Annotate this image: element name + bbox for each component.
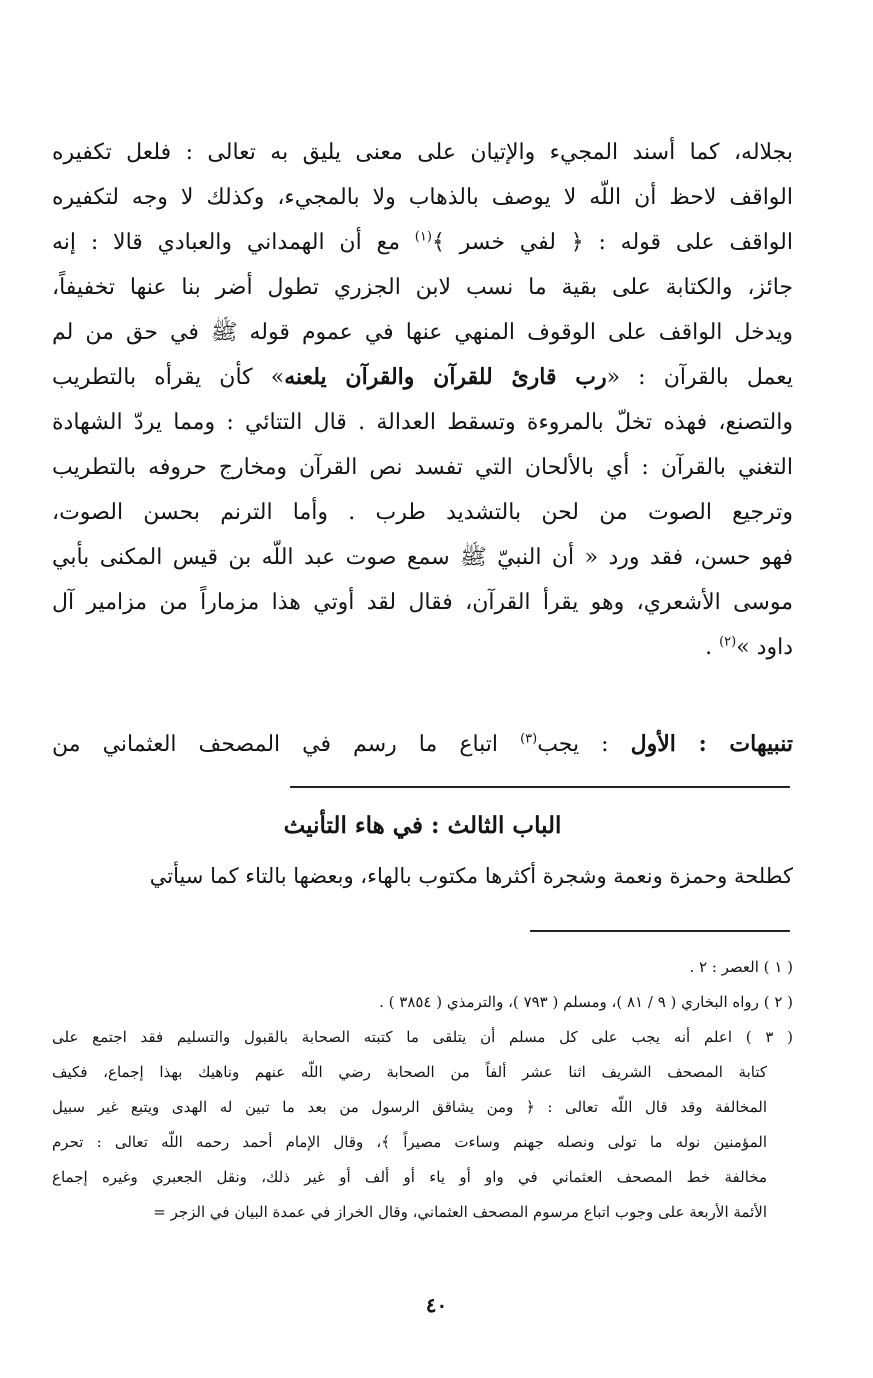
footnotes	[52, 950, 793, 1230]
text-line-2: الواقف لاحظ أن اللّه لا يوصف بالذهاب ولا بالمجيء، وكذلك لا وجه لتكفيره	[52, 185, 793, 210]
text-line-1: بجلاله، كما أسند المجيء والإتيان على معنى يليق به تعالى : فلعل تكفيره	[52, 140, 793, 165]
text-line-8: التغني بالقرآن : أي بالألحان التي تفسد نص القرآن ومخارج حروفه بالتطريب	[52, 455, 793, 480]
notices-label: تنبيهات : الأول	[630, 731, 794, 757]
notices-line	[52, 722, 793, 767]
footnote-ref-2[interactable]: (٢)	[719, 634, 737, 650]
text-line-9: وترجيع الصوت من لحن بالتشديد طرب . وأما الترنم بحسن الصوت،	[52, 500, 793, 525]
text-line-6-start: يعمل بالقرآن : «	[606, 365, 793, 390]
footnote-3-line-2: كتابة المصحف الشريف اثنا عشر ألفاً من الصحابة رضي اللّه عنهم وناهيك بهذا إجماع، فكيف	[52, 1063, 767, 1081]
footnote-3-line-3: المخالفة وقد قال اللّه تعالى : ﴿ ومن يشاقق الرسول من بعد ما تبين له الهدى ويتبع غير سبيل	[52, 1098, 767, 1116]
text-line-7: والتصنع، فهذه تخلّ بالمروءة وتسقط العدالة . قال التتائي : ومما يردّ الشهادة	[52, 410, 793, 435]
text-line-3-start: الواقف على قوله : ﴿ لفي خسر ﴾	[431, 230, 793, 255]
footnote-ref-3[interactable]: (٣)	[520, 731, 538, 747]
footnote-1: ( ١ ) العصر : ٢ .	[689, 958, 793, 976]
text-line-3	[52, 220, 793, 265]
text-line-3-end: مع أن الهمداني والعبادي قالا : إنه	[52, 230, 415, 255]
notices-colon: : يجب	[537, 732, 631, 757]
text-line-5: ويدخل الواقف على الوقوف المنهي عنها في عموم قوله ﷺ في حق من لم	[52, 320, 793, 345]
chapter-heading: الباب الثالث : في هاء التأنيث	[283, 812, 562, 839]
section-divider	[290, 786, 790, 788]
footnote-2: ( ٢ ) رواه البخاري ( ٩ / ٨١ )، ومسلم ( ٧٩٣ )، والترمذي ( ٣٨٥٤ ) .	[379, 993, 793, 1011]
text-line-12-end: .	[705, 635, 720, 660]
text-line-6-end: » كأن يقرأه بالتطريب	[52, 365, 285, 390]
text-line-12-start: داود »	[736, 635, 793, 660]
text-line-4: جائز، والكتابة على بقية ما نسب لابن الجزري تطول أضر بنا عنها تخفيفاً،	[52, 275, 793, 300]
footnote-divider	[530, 930, 790, 932]
footnote-3-line-5: مخالفة خط المصحف العثماني في واو أو ياء أو ألف أو غير ذلك، ونقل الجعبري وغيره إجماع	[52, 1168, 767, 1186]
footnote-3-line-4: المؤمنين نوله ما تولى ونصله جهنم وساءت مصيراً ﴾، وقال الإمام أحمد رحمه اللّه تعالى : تحرم	[52, 1133, 767, 1151]
chapter-text: كطلحة وحمزة ونعمة وشجرة أكثرها مكتوب بالهاء، وبعضها بالتاء كما سيأتي	[149, 864, 793, 888]
text-line-12	[52, 625, 793, 670]
footnote-3-line-1: ( ٣ ) اعلم أنه يجب على كل مسلم أن يتلقى ما كتبته الصحابة بالقبول والتسليم فقد اجتمع على	[52, 1028, 793, 1046]
footnote-3-line-6: الأئمة الأربعة على وجوب اتباع مرسوم المصحف العثماني، وقال الخراز في عمدة البيان في الزجر =	[153, 1203, 767, 1221]
text-line-10: فهو حسن، فقد ورد « أن النبيّ ﷺ سمع صوت عبد اللّه بن قيس المكنى بأبي	[52, 545, 793, 570]
text-line-6	[52, 355, 793, 400]
page-number: ٤٠	[425, 1293, 448, 1317]
footnote-ref-1[interactable]: (١)	[414, 229, 432, 245]
main-text	[52, 130, 793, 670]
hadith-quote: رب قارئ للقرآن والقرآن يلعنه	[284, 364, 607, 390]
text-line-11: موسى الأشعري، وهو يقرأ القرآن، فقال لقد أوتي هذا مزماراً من مزامير آل	[52, 590, 793, 615]
notices-text: اتباع ما رسم في المصحف العثماني من	[52, 732, 521, 757]
